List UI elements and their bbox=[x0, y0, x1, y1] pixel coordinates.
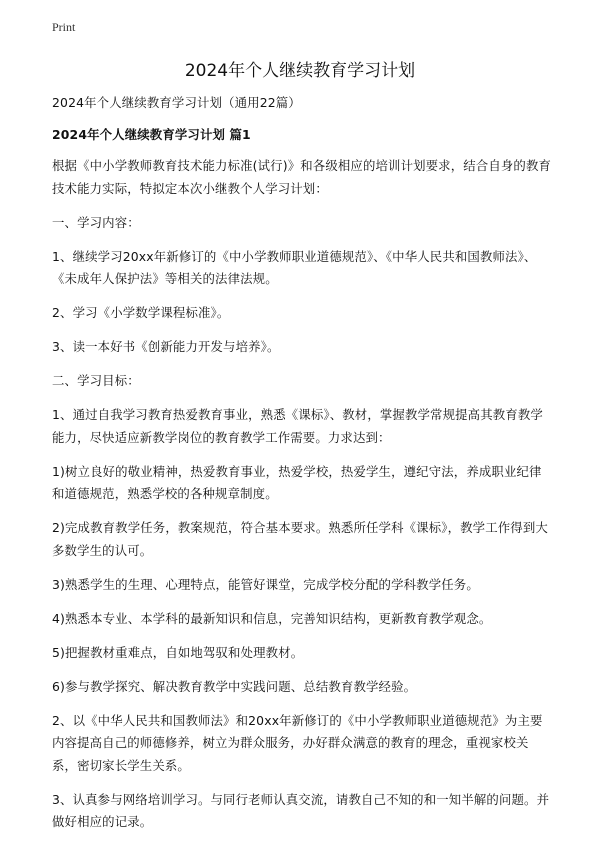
document-title: 2024年个人继续教育学习计划 bbox=[184, 61, 416, 81]
paragraph: 二、学习目标： bbox=[52, 373, 140, 388]
paragraph: 5)把握教材重难点，自如地驾驭和处理教材。 bbox=[52, 644, 304, 660]
print-label[interactable]: Print bbox=[52, 20, 76, 34]
paragraph: 2、以《中华人民共和国教师法》和20xx年新修订的《中小学教师职业道德规范》为主要内容提高自己的师德修养，树立为群众服务，办好群众满意的教育的理念，重视家校关系，密切家长学生关系。 bbox=[52, 712, 543, 773]
document-body bbox=[52, 92, 552, 845]
paragraph: 根据《中小学教师教育技术能力标准(试行)》和各级相应的培训计划要求，结合自身的教育技术能力实际，特拟定本次小继教个人学习计划： bbox=[52, 158, 552, 196]
paragraph: 3)熟悉学生的生理、心理特点，能管好课堂，完成学校分配的学科教学任务。 bbox=[52, 576, 479, 592]
paragraph: 一、学习内容： bbox=[52, 214, 140, 230]
paragraph: 3、读一本好书《创新能力开发与培养》。 bbox=[52, 339, 280, 354]
paragraph: 2)完成教育教学任务，教案规范，符合基本要求。熟悉所任学科《课标》，教学工作得到大多数学生的认可。 bbox=[52, 520, 548, 558]
section-heading: 2024年个人继续教育学习计划 篇1 bbox=[52, 126, 251, 142]
paragraph: 6)参与教学探究、解决教育教学中实践问题、总结教育教学经验。 bbox=[52, 678, 417, 694]
paragraph: 1、继续学习20xx年新修订的《中小学教师职业道德规范》、《中华人民共和国教师法》、《未成年人保护法》等相关的法律法规。 bbox=[52, 248, 537, 286]
paragraph: 4)熟悉本专业、本学科的最新知识和信息，完善知识结构，更新教育教学观念。 bbox=[52, 610, 492, 626]
document-subtitle: 2024年个人继续教育学习计划（通用22篇） bbox=[52, 95, 301, 110]
paragraph: 1、通过自我学习教育热爱教育事业，熟悉《课标》、教材，掌握教学常规提高其教育教学能力，尽快适应新教学岗位的教育教学工作需要。力求达到： bbox=[52, 407, 543, 445]
paragraph: 1)树立良好的敬业精神，热爱教育事业，热爱学校，热爱学生，遵纪守法，养成职业纪律和道德规范，熟悉学校的各种规章制度。 bbox=[52, 463, 542, 501]
paragraph: 3、认真参与网络培训学习。与同行老师认真交流，请教自己不知的和一知半解的问题。并做好相应的记录。 bbox=[52, 791, 550, 829]
paragraph: 2、学习《小学数学课程标准》。 bbox=[52, 305, 230, 320]
